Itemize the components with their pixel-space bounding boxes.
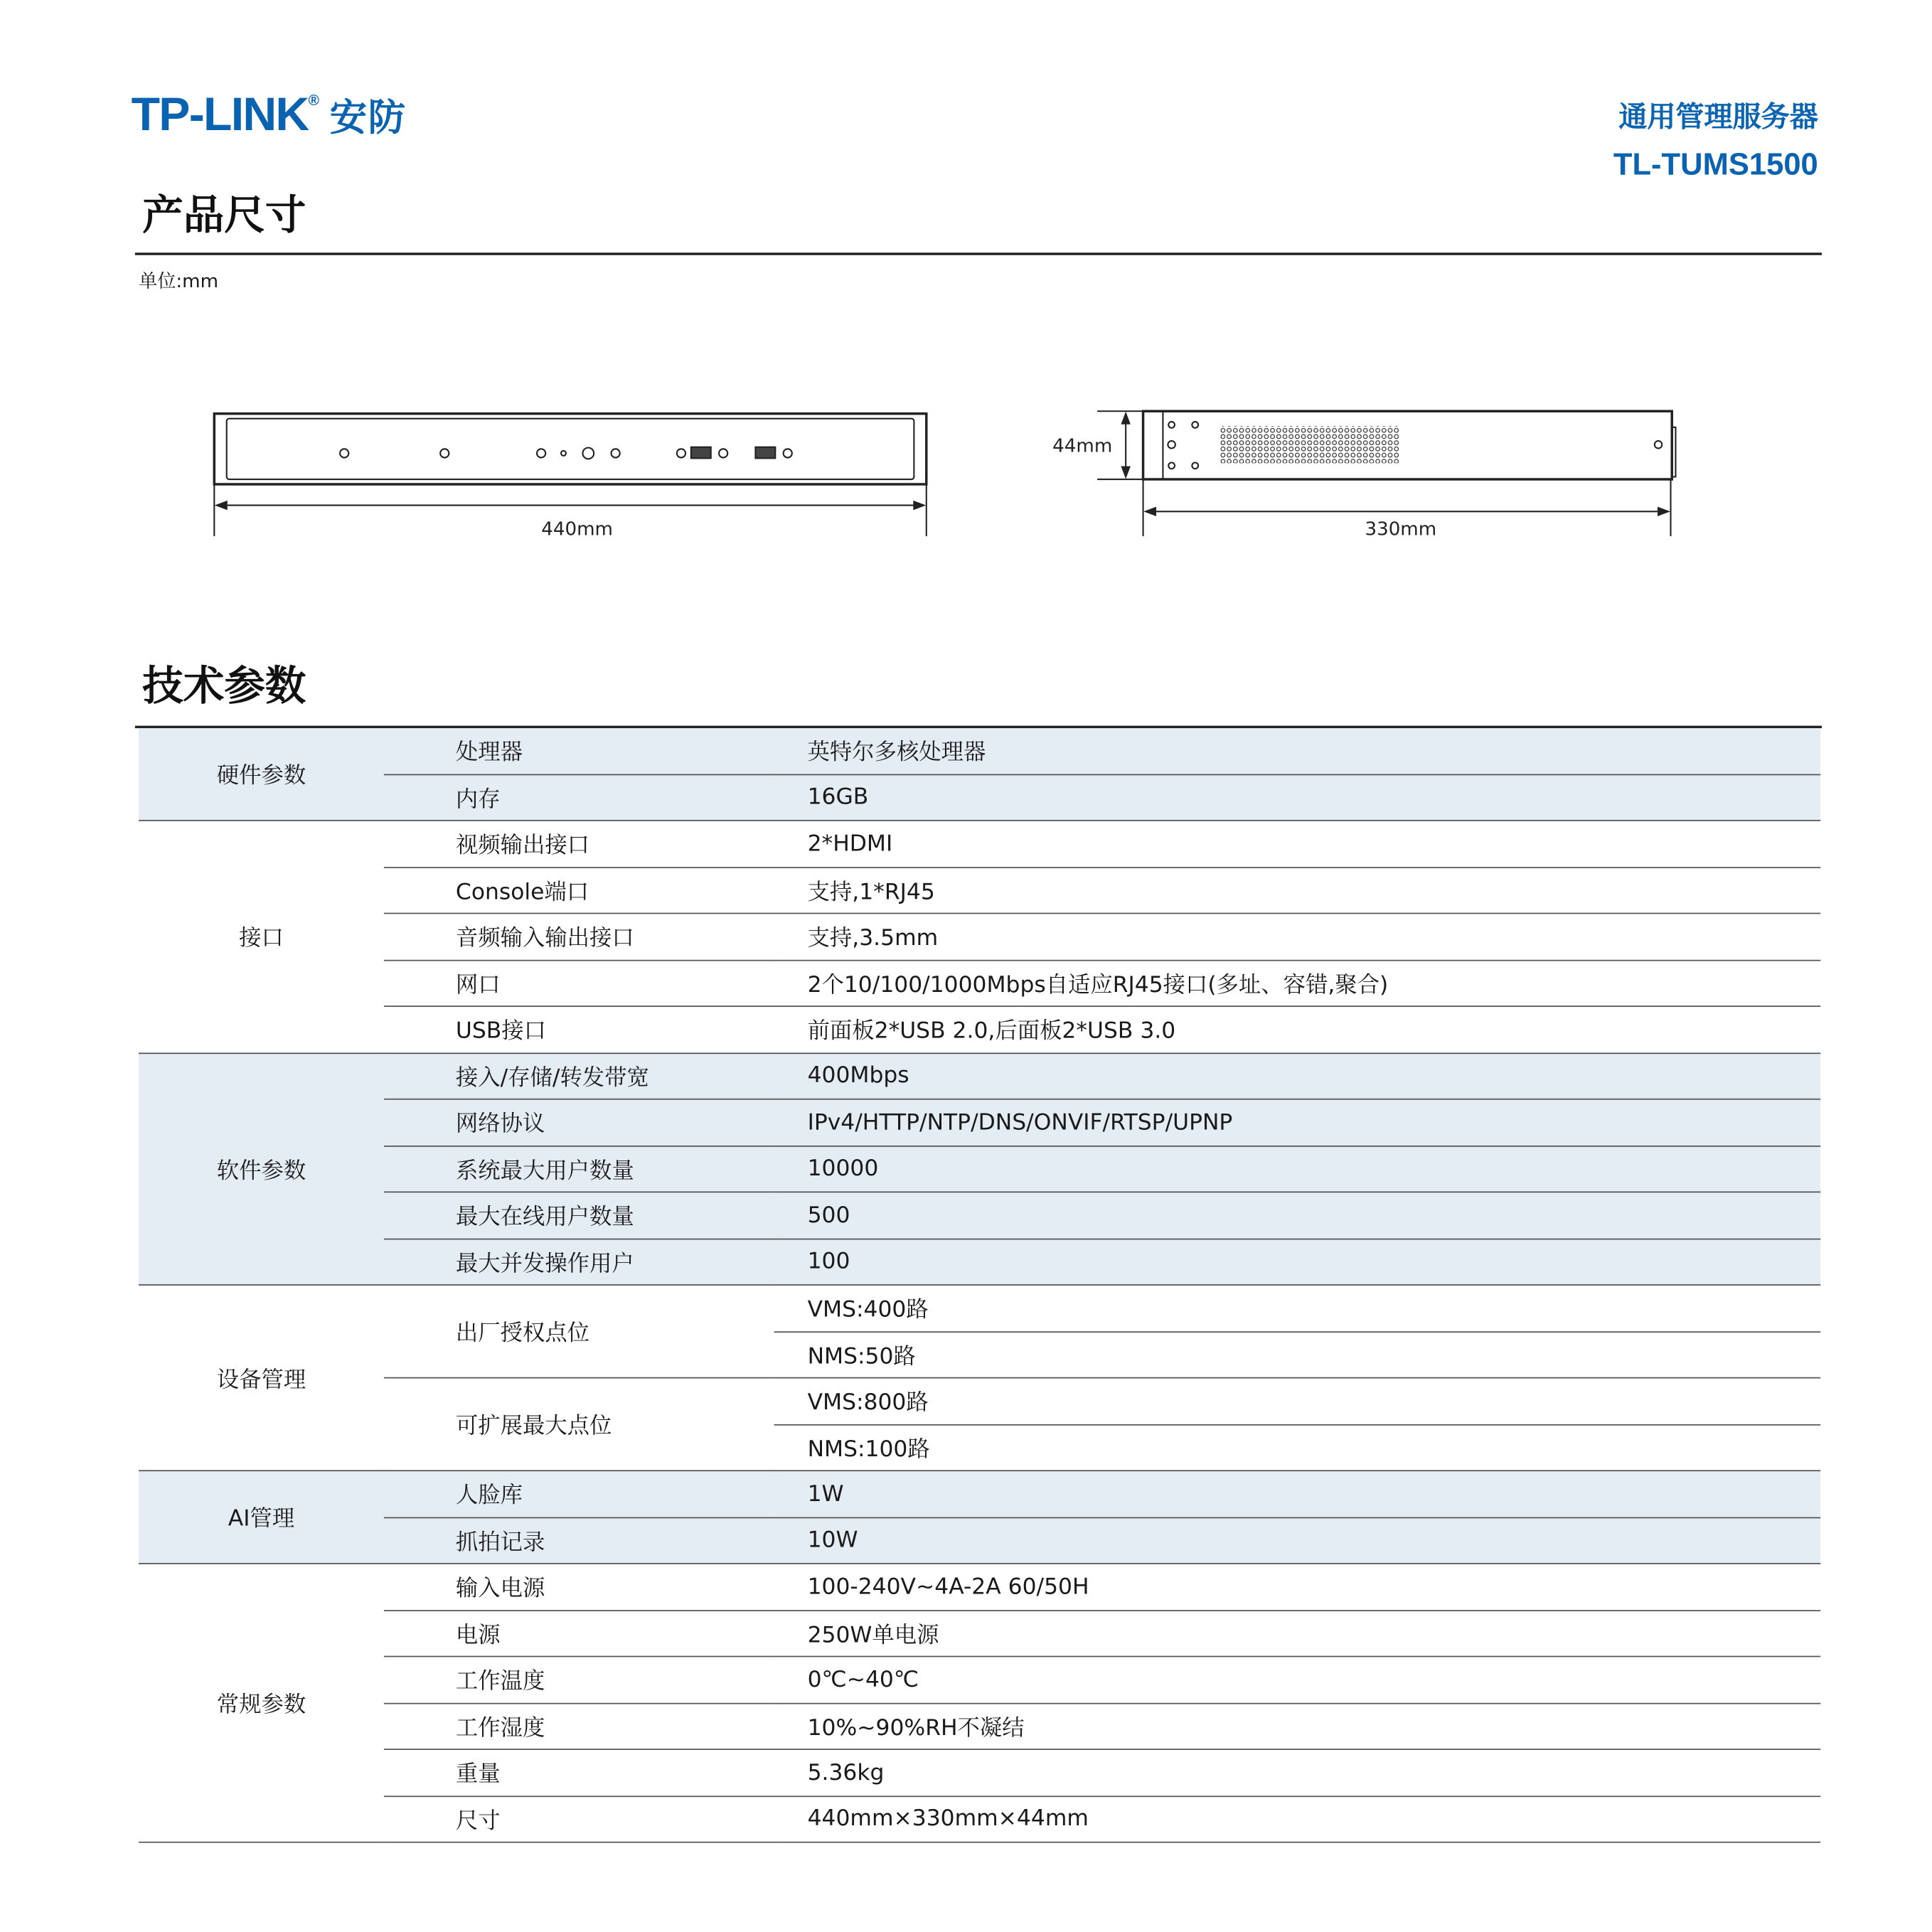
group-label: 接口 xyxy=(139,821,384,1053)
spec-label: 可扩展最大点位 xyxy=(384,1378,774,1471)
spec-label: 重量 xyxy=(384,1749,774,1795)
spec-value: 16GB xyxy=(774,774,1821,821)
spec-label: 工作温度 xyxy=(384,1656,774,1702)
spec-label: 尺寸 xyxy=(384,1795,774,1842)
group-label: 设备管理 xyxy=(139,1285,384,1471)
spec-label: 接入/存储/转发带宽 xyxy=(384,1052,774,1099)
width-label: 440mm xyxy=(541,518,613,540)
spec-value: 0℃~40℃ xyxy=(774,1656,1821,1702)
product-model: TL-TUMS1500 xyxy=(1613,147,1818,183)
spec-label: 系统最大用户数量 xyxy=(384,1146,774,1192)
spec-label: Console端口 xyxy=(384,867,774,913)
spec-value: 440mm×330mm×44mm xyxy=(774,1795,1821,1842)
spec-value: 10%~90%RH不凝结 xyxy=(774,1703,1821,1749)
dimension-drawings xyxy=(0,0,1932,594)
spec-label: 网络协议 xyxy=(384,1099,774,1146)
spec-value: VMS:800路 xyxy=(774,1378,1821,1424)
spec-value: IPv4/HTTP/NTP/DNS/ONVIF/RTSP/UPNP xyxy=(774,1099,1821,1146)
logo-text: TP-LINK xyxy=(131,89,309,142)
spec-value: 5.36kg xyxy=(774,1749,1821,1795)
spec-value: 250W单电源 xyxy=(774,1610,1821,1656)
spec-label: 人脸库 xyxy=(384,1471,774,1517)
spec-table xyxy=(139,728,1820,1843)
spec-value: 1W xyxy=(774,1471,1821,1517)
spec-value: 支持,1*RJ45 xyxy=(774,867,1821,913)
spec-label: 最大在线用户数量 xyxy=(384,1192,774,1238)
spec-label: 网口 xyxy=(384,960,774,1006)
spec-label: 工作湿度 xyxy=(384,1703,774,1749)
spec-value: 400Mbps xyxy=(774,1052,1821,1099)
group-label: 软件参数 xyxy=(139,1052,384,1285)
spec-value: 500 xyxy=(774,1192,1821,1238)
spec-value: 英特尔多核处理器 xyxy=(774,728,1821,774)
registered-mark: ® xyxy=(308,91,319,110)
product-category: 通用管理服务器 xyxy=(1618,101,1818,134)
group-label: 硬件参数 xyxy=(139,728,384,821)
spec-value: VMS:400路 xyxy=(774,1285,1821,1331)
section-title-dimensions: 产品尺寸 xyxy=(142,191,306,240)
spec-value: 100-240V~4A-2A 60/50H xyxy=(774,1564,1821,1610)
side-view-drawing xyxy=(1097,411,1675,536)
unit-label: 单位:mm xyxy=(139,269,219,293)
spec-label: 内存 xyxy=(384,774,774,821)
spec-value: 2*HDMI xyxy=(774,821,1821,867)
spec-value: 10000 xyxy=(774,1146,1821,1192)
spec-label: 电源 xyxy=(384,1610,774,1656)
spec-label: USB接口 xyxy=(384,1006,774,1052)
front-view-drawing xyxy=(214,414,926,536)
logo-cn: 安防 xyxy=(329,97,407,139)
spec-label: 输入电源 xyxy=(384,1564,774,1610)
spec-value: NMS:100路 xyxy=(774,1424,1821,1471)
spec-label: 出厂授权点位 xyxy=(384,1285,774,1378)
spec-value: 10W xyxy=(774,1517,1821,1564)
group-label: 常规参数 xyxy=(139,1564,384,1842)
spec-value: NMS:50路 xyxy=(774,1331,1821,1377)
spec-value: 支持,3.5mm xyxy=(774,913,1821,959)
spec-label: 视频输出接口 xyxy=(384,821,774,867)
spec-value: 100 xyxy=(774,1239,1821,1285)
section-title-specs: 技术参数 xyxy=(142,661,306,710)
height-label: 44mm xyxy=(1052,435,1113,457)
spec-value: 2个10/100/1000Mbps自适应RJ45接口(多址、容错,聚合) xyxy=(774,960,1821,1006)
depth-label: 330mm xyxy=(1365,518,1437,540)
spec-label: 最大并发操作用户 xyxy=(384,1239,774,1285)
spec-label: 处理器 xyxy=(384,728,774,774)
spec-label: 抓拍记录 xyxy=(384,1517,774,1564)
spec-value: 前面板2*USB 2.0,后面板2*USB 3.0 xyxy=(774,1006,1821,1052)
spec-label: 音频输入输出接口 xyxy=(384,913,774,959)
group-label: AI管理 xyxy=(139,1471,384,1564)
